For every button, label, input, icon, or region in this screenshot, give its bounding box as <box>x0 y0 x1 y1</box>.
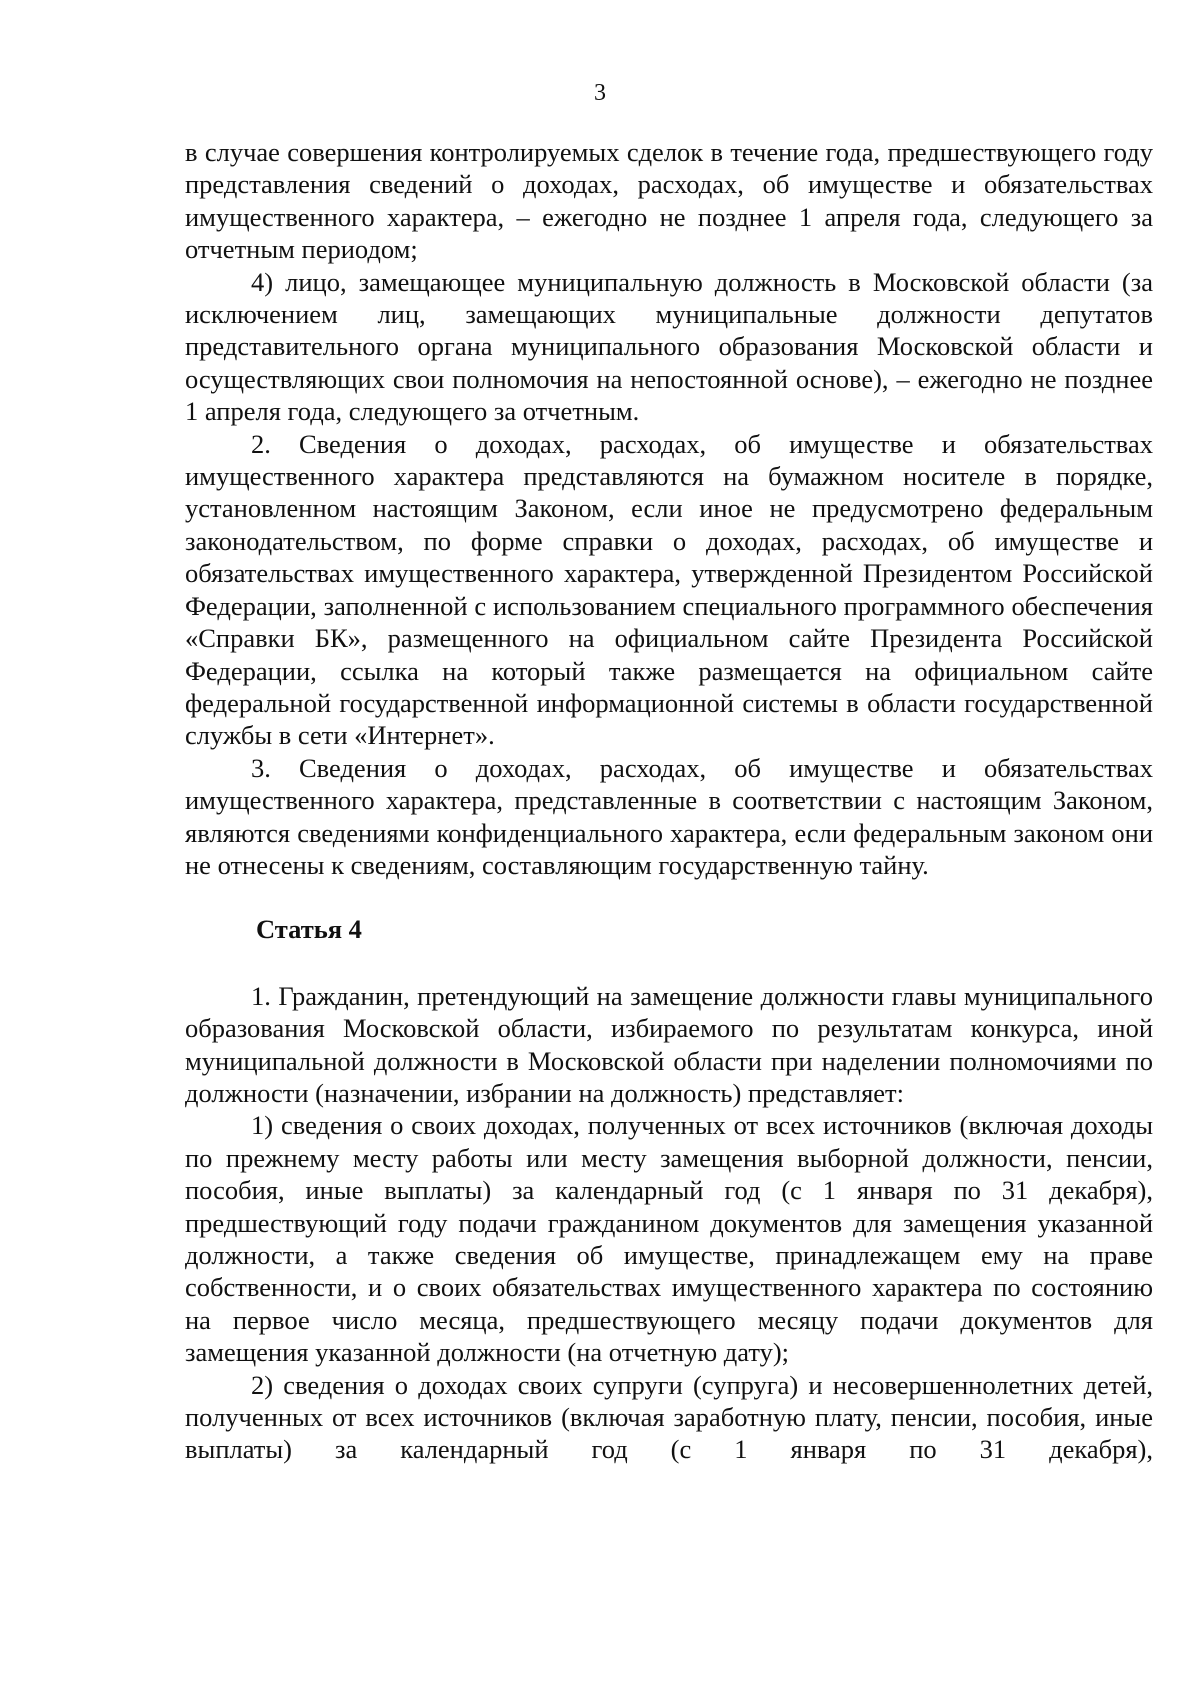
paragraph-part-2: 2. Сведения о доходах, расходах, об имуществе и обязательствах имущественного характера представляются на бумажном носителе в порядке, установленном настоящим Законом, если иное не предусмотрено федеральным законодательством, по форме справки о доходах, расходах, об имуществе и обязательствах имущественного характера, утвержденной Президентом Российской Федерации, заполненной с использованием специального программного обеспечения «Справки БК», размещенного на официальном сайте Президента Российской Федерации, ссылка на который также размещается на официальном сайте федеральной государственной информационной системы в области государственной службы в сети «Интернет». <box>185 428 1153 751</box>
paragraph-part-3: 3. Сведения о доходах, расходах, об имуществе и обязательствах имущественного характера, представленные в соответствии с настоящим Законом, являются сведениями конфиденциального характера, если федеральным законом они не отнесены к сведениям, составляющим государственную тайну. <box>185 752 1153 880</box>
document-body <box>185 136 1153 1466</box>
paragraph-item-4: 4) лицо, замещающее муниципальную должность в Московской области (за исключением лиц, замещающих муниципальные должности депутатов представительного органа муниципального образования Московской области и осуществляющих свои полномочия на непостоянной основе), – ежегодно не позднее 1 апреля года, следующего за отчетным. <box>185 266 1153 427</box>
paragraph-continuation: в случае совершения контролируемых сделок в течение года, предшествующего году представления сведений о доходах, расходах, об имуществе и обязательствах имущественного характера, – ежегодно не позднее 1 апреля года, следующего за отчетным периодом; <box>185 137 1153 265</box>
paragraph-article4-item-2: 2) сведения о доходах своих супруги (супруга) и несовершеннолетних детей, полученных от всех источников (включая заработную плату, пенсии, пособия, иные выплаты) за календарный год (с 1 января по 31 декабря), <box>185 1369 1153 1465</box>
paragraph-article4-part-1: 1. Гражданин, претендующий на замещение должности главы муниципального образования Московской области, избираемого по результатам конкурса, иной муниципальной должности в Московской области при наделении полномочиями по должности (назначении, избрании на должность) представляет: <box>185 980 1153 1108</box>
article-heading: Статья 4 <box>256 914 362 945</box>
paragraph-article4-item-1: 1) сведения о своих доходах, полученных от всех источников (включая доходы по прежнему месту работы или месту замещения выборной должности, пенсии, пособия, иные выплаты) за календарный год (с 1 января по 31 декабря), предшествующий году подачи гражданином документов для замещения указанной должности, а также сведения об имуществе, принадлежащем ему на праве собственности, и о своих обязательствах имущественного характера по состоянию на первое число месяца, предшествующего месяцу подачи документов для замещения указанной должности (на отчетную дату); <box>185 1110 1153 1368</box>
page-number: 3 <box>594 80 606 106</box>
